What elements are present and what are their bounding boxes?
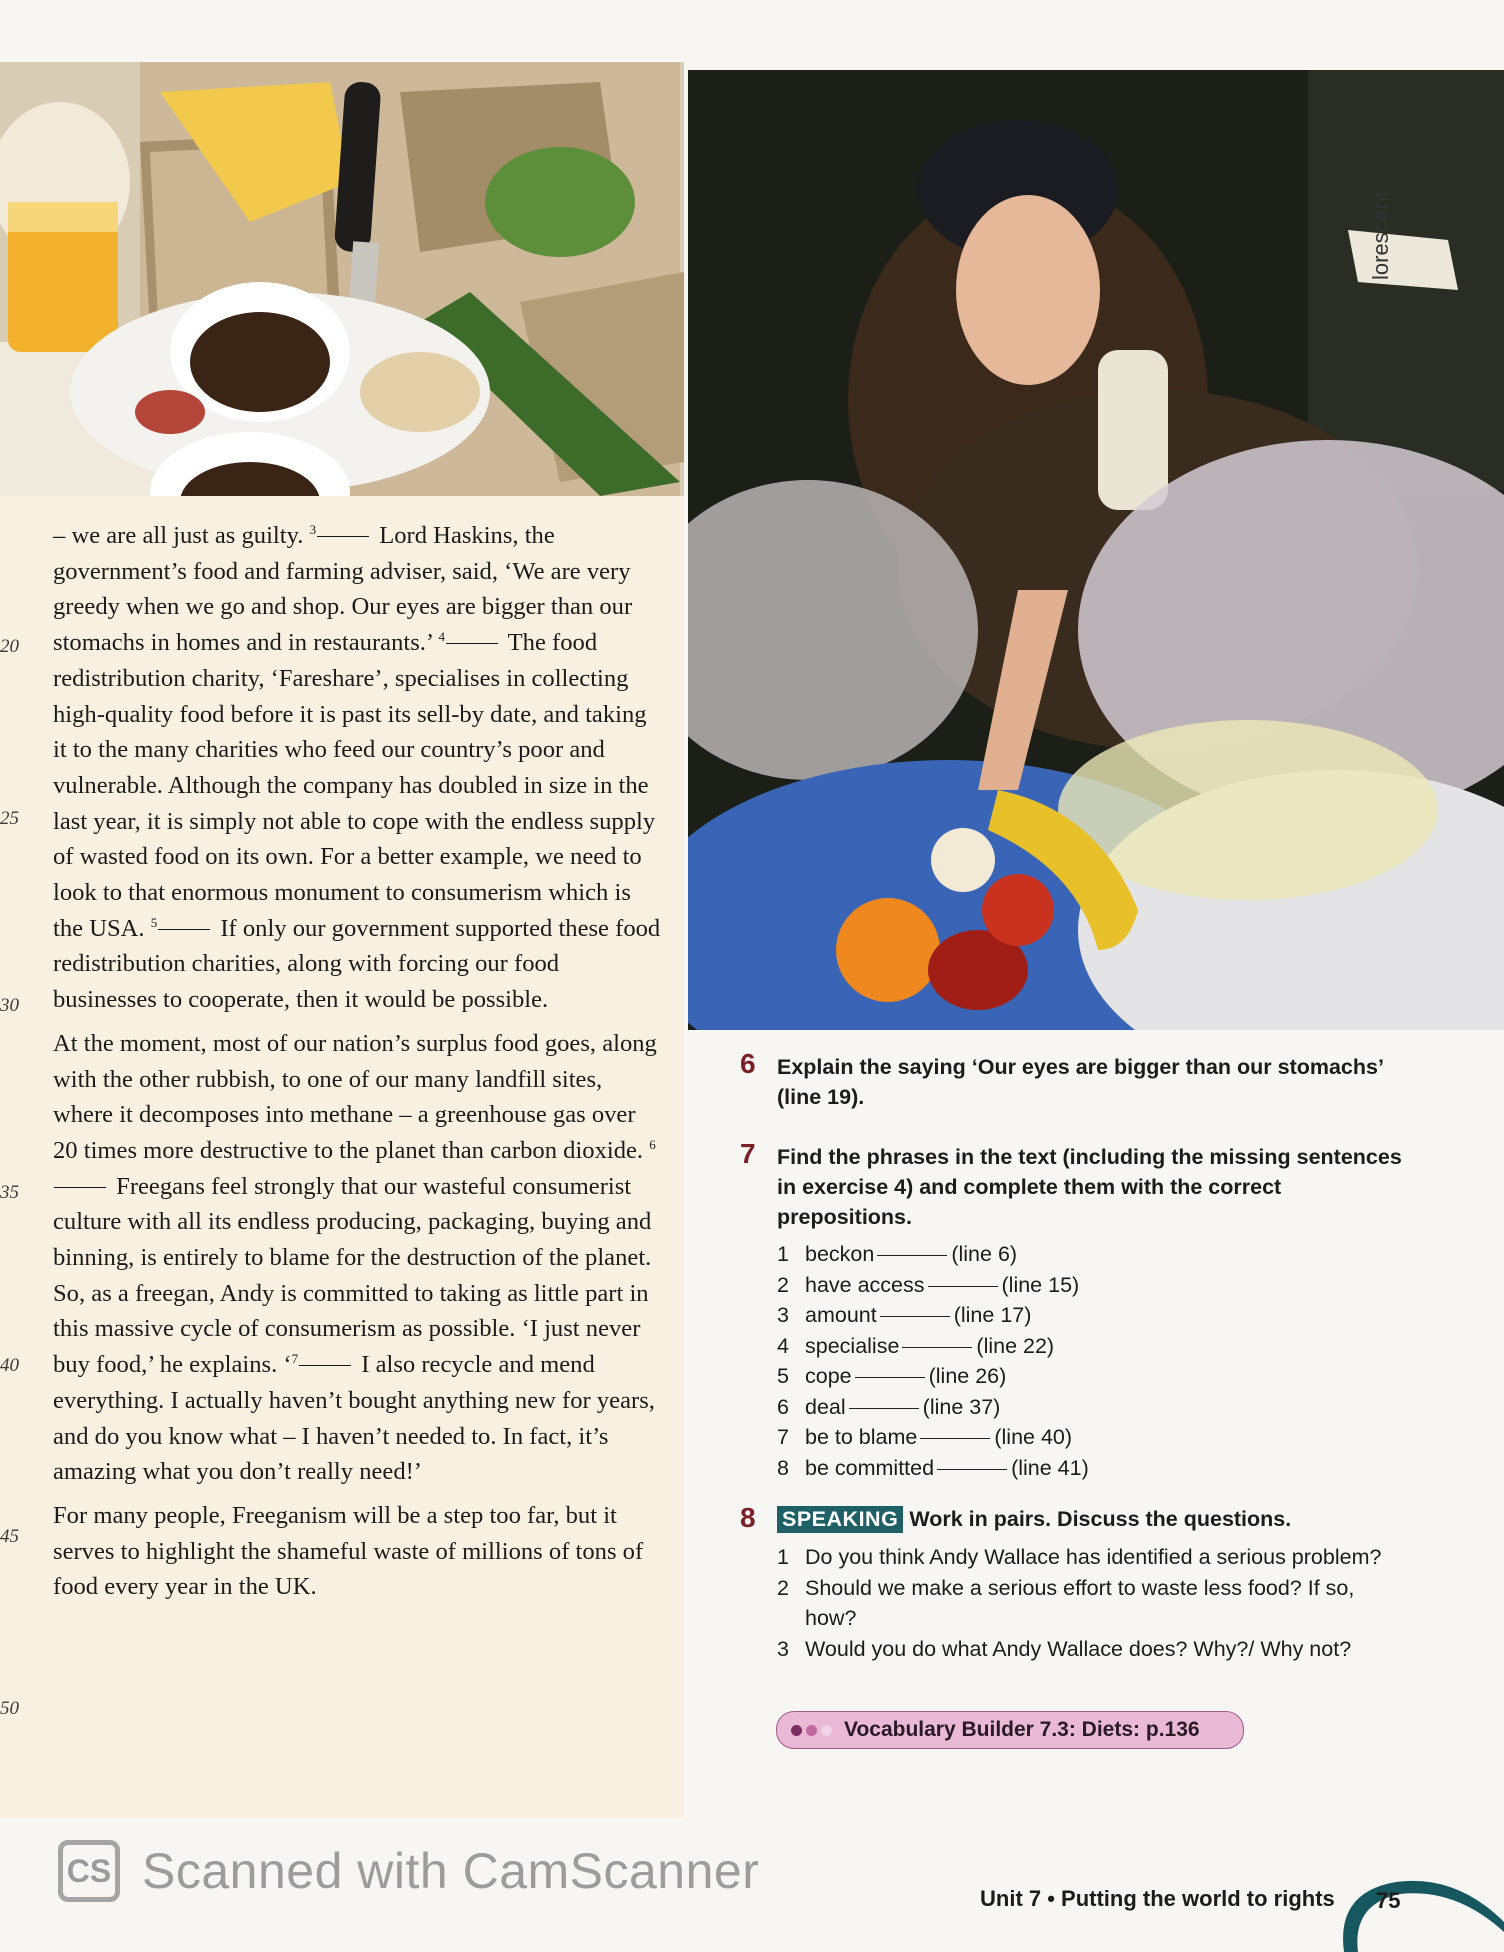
exercise-6-number: 6 [740,1048,756,1079]
line-number: 20 [0,636,19,657]
vocab-dot [791,1725,802,1736]
line-number: 35 [0,1182,19,1203]
answer-blank[interactable] [902,1346,972,1348]
woman-photo-illustration [688,70,1504,1030]
vocabulary-builder-label: Vocabulary Builder 7.3: Diets: p.136 [844,1718,1200,1741]
vocabulary-builder-link[interactable] [776,1711,1244,1749]
line-number: 50 [0,1698,19,1719]
sentence-gap[interactable] [299,1364,351,1366]
item-number: 8 [777,1455,789,1480]
answer-blank[interactable] [855,1376,925,1378]
exercise-7-item [777,1239,1417,1270]
article-text [53,518,663,1613]
exercise-8-question [777,1542,1407,1573]
page-number: 75 [1376,1888,1401,1913]
line-number: 25 [0,808,19,829]
item-phrase: beckon [805,1242,875,1266]
exercise-8-question [777,1634,1407,1665]
photo-woman-collecting-food [688,70,1504,1030]
answer-blank[interactable] [877,1254,947,1256]
line-reference: (line 26) [928,1364,1007,1388]
item-number: 2 [777,1272,789,1297]
question-number: 2 [777,1575,789,1600]
item-phrase: amount [805,1303,877,1327]
sentence-gap[interactable] [446,642,498,644]
exercise-8-instruction: Work in pairs. Discuss the questions. [909,1507,1292,1531]
item-phrase: have access [805,1272,925,1297]
gap-number: 4 [438,628,445,644]
exercise-7-item [777,1361,1417,1392]
article-paragraph: For many people, Freeganism will be a step too far, but it serves to highlight the shameful waste of millions of tons of food every year in the UK. [53,1501,644,1601]
gap-number: 7 [291,1350,299,1366]
sentence-gap[interactable] [317,535,369,537]
answer-blank[interactable] [928,1285,998,1287]
line-reference: (line 17) [953,1303,1032,1327]
gap-number: 6 [649,1136,656,1152]
item-number: 4 [777,1333,789,1358]
unit-title: Unit 7 • Putting the world to rights [980,1886,1335,1911]
photo-food-items [0,62,684,496]
gap-number: 3 [309,521,317,537]
line-number: 45 [0,1526,19,1547]
sentence-gap[interactable] [54,1186,106,1188]
line-reference: (line 37) [922,1394,1001,1419]
item-number: 1 [777,1242,789,1266]
question-number: 3 [777,1636,789,1661]
question-text: Do you think Andy Wallace has identified a serious problem? [805,1545,1382,1569]
article-paragraph: At the moment, most of our nation’s surplus food goes, along with the other rubbish, to one of our many landfill sites, where it decomposes into methane – a greenhouse gas over 20 times more destructive to the planet than carbon dioxide. $^6$ Freegans feel strongly that our wasteful consumerist culture with all its endless producing, packaging, buying and binning, is entirely to blame for the destruction of the planet. So, as a freegan, Andy is committed to taking as little part in this massive cycle of consumerism as possible. ‘I just never buy food,’ he explains. ‘$^7$ I also recycle and mend everything. I actually haven’t bought anything new for years, and do you know what – I haven’t needed to. In fact, it’s amazing what you don’t really need!’ [53,1029,657,1486]
question-text: Would you do what Andy Wallace does? Why?/ Why not? [805,1636,1352,1661]
food-photo-illustration [0,62,684,496]
exercise-7-item [777,1453,1417,1484]
exercise-7-list [777,1239,1417,1483]
line-reference: (line 22) [976,1333,1055,1358]
page-corner-swoosh-icon [1336,1852,1504,1952]
exercise-8-number: 8 [740,1502,756,1533]
exercise-7-number: 7 [740,1138,756,1169]
exercise-8-question [777,1573,1407,1634]
gap-number: 5 [150,914,158,930]
line-reference: (line 6) [951,1242,1018,1266]
answer-blank[interactable] [937,1468,1007,1470]
question-text: Should we make a serious effort to waste less food? If so, how? [805,1575,1355,1630]
vocab-dot [806,1725,817,1736]
speaking-badge: SPEAKING [777,1506,903,1533]
exercise-7-instruction: Find the phrases in the text (including the missing sentences in exercise 4) and complete them with the correct prepositions. [777,1145,1402,1229]
sentence-gap[interactable] [158,928,210,930]
item-phrase: specialise [805,1333,900,1358]
item-number: 7 [777,1425,789,1449]
exercise-7-item [777,1270,1417,1301]
item-number: 5 [777,1364,789,1388]
vocab-dot [821,1725,832,1736]
line-reference: (line 41) [1011,1455,1089,1480]
camscanner-watermark [58,1836,759,1906]
exercise-6-instruction: Explain the saying ‘Our eyes are bigger than our stomachs’ (line 19). [777,1055,1383,1109]
item-phrase: cope [805,1364,852,1388]
answer-blank[interactable] [849,1407,919,1409]
exercise-8-list [777,1542,1407,1664]
answer-blank[interactable] [920,1437,990,1439]
line-reference: (line 40) [994,1425,1073,1449]
item-phrase: be to blame [805,1425,918,1449]
item-number: 6 [777,1394,789,1419]
item-phrase: deal [805,1394,846,1419]
item-phrase: be committed [805,1455,935,1480]
question-number: 1 [777,1545,789,1569]
item-number: 3 [777,1303,789,1327]
line-number: 40 [0,1355,19,1376]
camscanner-text: Scanned with CamScanner [142,1843,760,1899]
exercise-7-item [777,1392,1417,1423]
exercise-7-item [777,1331,1417,1362]
article-column [0,496,684,1818]
exercise-8-heading [777,1504,1437,1534]
article-paragraph: – we are all just as guilty. $^3$ Lord Haskins, the government’s food and farming adviser, said, ‘We are very greedy when we go and shop. Our eyes are bigger than our stomachs in homes and in restaurants.’ $^4$ The food redistribution charity, ‘Fareshare’, specialises in collecting high-quality food before it is past its sell-by date, and taking it to the many charities who feed our country’s poor and vulnerable. Although the company has doubled in size in the last year, it is simply not able to cope with the endless supply of wasted food on its own. For a better example, we need to look to that enormous monument to consumerism which is the USA. $^5$ If only our government supported these food redistribution charities, along with forcing our food businesses to cooperate, then it would be possible. [53,521,661,1014]
line-reference: (line 15) [1001,1272,1080,1297]
exercise-7-item [777,1300,1417,1331]
wall-sign-text: lorescent [1368,190,1393,280]
vocab-dots-icon [791,1725,832,1736]
exercise-7-item [777,1422,1417,1453]
camscanner-logo-icon: CS [58,1840,120,1902]
answer-blank[interactable] [880,1315,950,1317]
line-number: 30 [0,995,19,1016]
